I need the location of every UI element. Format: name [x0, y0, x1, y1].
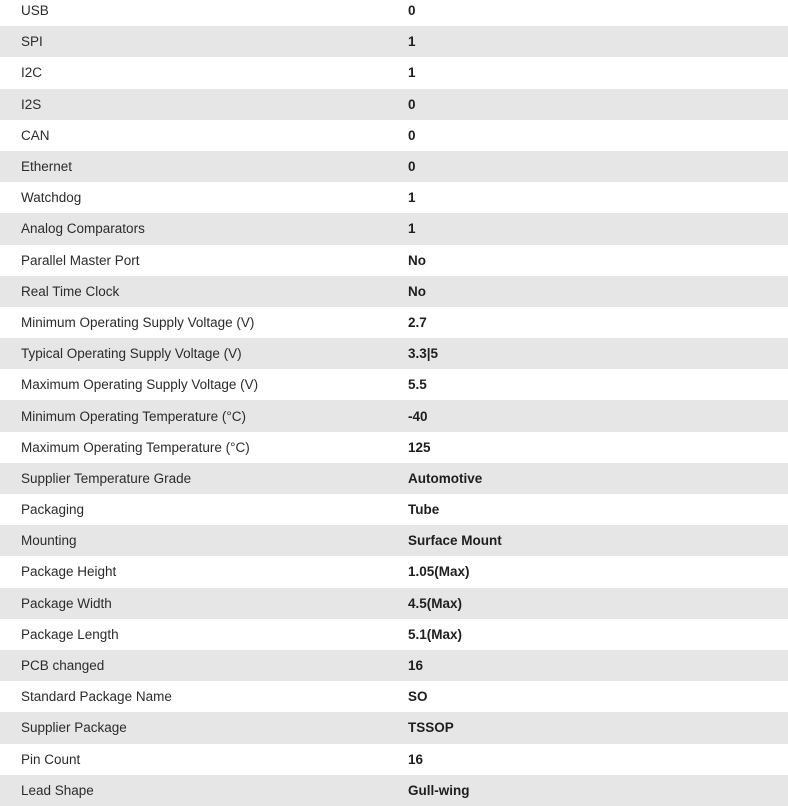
spec-label: Minimum Operating Temperature (°C)	[21, 408, 246, 424]
spec-label: Real Time Clock	[21, 283, 120, 299]
spec-value: 0	[408, 96, 416, 112]
spec-label: I2C	[21, 65, 43, 81]
spec-row-parallel-master-port	[0, 245, 788, 276]
spec-label: Pin Count	[21, 751, 81, 767]
spec-value: 5.5	[408, 377, 427, 393]
spec-value: No	[408, 283, 426, 299]
spec-row-package-height	[0, 556, 788, 587]
spec-row-ethernet	[0, 151, 788, 182]
spec-value: 1	[408, 221, 416, 237]
spec-label: Package Length	[21, 626, 119, 642]
spec-value: 0	[408, 3, 416, 19]
spec-row-typ-supply-voltage	[0, 338, 788, 369]
spec-label: CAN	[21, 127, 50, 143]
spec-row-min-temperature	[0, 400, 788, 431]
spec-value: 0	[408, 159, 416, 175]
spec-row-max-supply-voltage	[0, 369, 788, 400]
spec-row-package-length	[0, 619, 788, 650]
spec-row-spi	[0, 26, 788, 57]
spec-value: 3.3|5	[408, 346, 439, 362]
spec-label: PCB changed	[21, 658, 105, 674]
spec-label: Supplier Temperature Grade	[21, 470, 192, 486]
spec-value: Automotive	[408, 470, 483, 486]
spec-value: TSSOP	[408, 720, 454, 736]
spec-row-analog-comparators	[0, 213, 788, 244]
spec-value: 2.7	[408, 314, 427, 330]
spec-value: 1.05(Max)	[408, 564, 470, 580]
spec-value: 16	[408, 658, 424, 674]
spec-label: Analog Comparators	[21, 221, 145, 237]
spec-value: Surface Mount	[408, 533, 502, 549]
spec-value: 125	[408, 439, 431, 455]
spec-label: Package Width	[21, 595, 112, 611]
spec-label: I2S	[21, 96, 42, 112]
spec-label: SPI	[21, 34, 43, 50]
spec-value: SO	[408, 689, 428, 705]
spec-label: Maximum Operating Supply Voltage (V)	[21, 377, 259, 393]
spec-label: Maximum Operating Temperature (°C)	[21, 439, 250, 455]
spec-label: Mounting	[21, 533, 77, 549]
spec-row-i2s	[0, 89, 788, 120]
spec-value: 5.1(Max)	[408, 626, 463, 642]
spec-label: Parallel Master Port	[21, 252, 140, 268]
spec-value: 0	[408, 127, 416, 143]
spec-label: USB	[21, 3, 49, 19]
spec-row-mounting	[0, 525, 788, 556]
spec-value: 4.5(Max)	[408, 595, 463, 611]
spec-label: Standard Package Name	[21, 689, 172, 705]
spec-value: Gull-wing	[408, 782, 470, 798]
spec-value: 16	[408, 751, 424, 767]
spec-label: Typical Operating Supply Voltage (V)	[21, 346, 242, 362]
spec-row-temperature-grade	[0, 463, 788, 494]
spec-value: Tube	[408, 502, 440, 518]
spec-row-standard-package-name	[0, 681, 788, 712]
spec-row-lead-shape	[0, 775, 788, 806]
spec-row-real-time-clock	[0, 276, 788, 307]
spec-value: 1	[408, 34, 416, 50]
spec-value: -40	[408, 408, 428, 424]
spec-value: 1	[408, 190, 416, 206]
spec-label: Ethernet	[21, 159, 73, 175]
spec-row-can	[0, 120, 788, 151]
spec-label: Watchdog	[21, 190, 82, 206]
spec-value: 1	[408, 65, 416, 81]
spec-label: Supplier Package	[21, 720, 127, 736]
spec-label: Packaging	[21, 502, 85, 518]
spec-row-package-width	[0, 588, 788, 619]
spec-row-usb	[0, 0, 788, 26]
spec-row-pcb-changed	[0, 650, 788, 681]
spec-row-i2c	[0, 57, 788, 88]
spec-label: Package Height	[21, 564, 117, 580]
spec-row-watchdog	[0, 182, 788, 213]
spec-row-max-temperature	[0, 432, 788, 463]
spec-value: No	[408, 252, 426, 268]
spec-row-pin-count	[0, 744, 788, 775]
spec-row-supplier-package	[0, 712, 788, 743]
spec-row-packaging	[0, 494, 788, 525]
spec-row-min-supply-voltage	[0, 307, 788, 338]
spec-label: Lead Shape	[21, 782, 94, 798]
spec-label: Minimum Operating Supply Voltage (V)	[21, 314, 255, 330]
